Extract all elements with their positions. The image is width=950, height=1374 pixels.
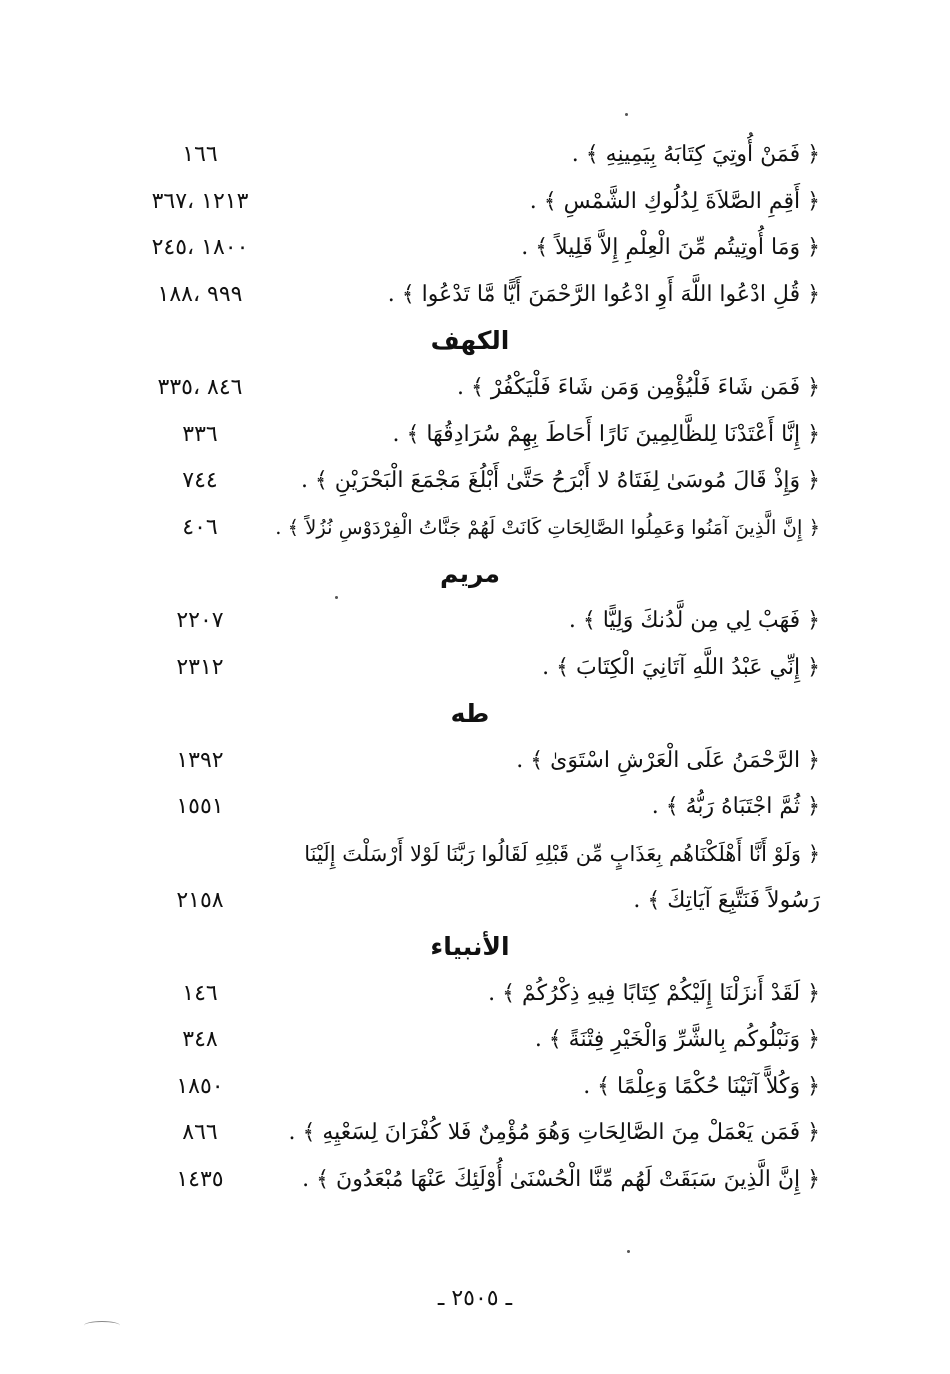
- page-reference: ٨٤٦ ،٣٣٥: [157, 374, 243, 400]
- page-reference: ١٨٥٠: [176, 1073, 224, 1099]
- index-entry: [120, 738, 820, 785]
- verse-text: ﴿ لَقَدْ أَنزَلْنَا إِلَيْكُمْ كِتَابًا فِيهِ ذِكْرُكُمْ ﴾ .: [488, 980, 820, 1006]
- verse-text: ﴿ وَإِذْ قَالَ مُوسَىٰ لِفَتَاهُ لا أَبْرَحُ حَتَّىٰ أَبْلُغَ مَجْمَعَ الْبَحْرَيْنِ ﴾ .: [300, 468, 820, 494]
- verse-text: ﴿ قُلِ ادْعُوا اللَّهَ أَوِ ادْعُوا الرَّحْمَنَ أَيًّا مَّا تَدْعُوا ﴾ .: [387, 281, 820, 307]
- verse-text: ﴿ إِنَّا أَعْتَدْنَا لِلظَّالِمِينَ نَارًا أَحَاطَ بِهِمْ سُرَادِقُهَا ﴾ .: [392, 421, 820, 447]
- index-entry: [120, 412, 820, 459]
- page-reference: ١٢١٣ ،٣٦٧: [151, 188, 249, 214]
- surah-heading: [120, 691, 820, 738]
- verse-text: ﴿ وَنَبْلُوكُم بِالشَّرِّ وَالْخَيْرِ فِتْنَةً ﴾ .: [534, 1027, 820, 1053]
- page-reference: ١٥٥١: [176, 794, 224, 820]
- page-reference: ١٤٦: [182, 980, 218, 1006]
- surah-heading: [120, 551, 820, 598]
- surah-heading-text: مريم: [439, 559, 501, 589]
- verse-text: ﴿ إِنَّ الَّذِينَ سَبَقَتْ لَهُم مِّنَّا الْحُسْنَىٰ أُوْلَئِكَ عَنْهَا مُبْعَدُونَ ﴾ .: [302, 1167, 820, 1193]
- speck-mark: [627, 1250, 630, 1253]
- verse-text: ﴿ فَهَبْ لِي مِن لَّدُنكَ وَلِيًّا ﴾ .: [568, 607, 820, 633]
- index-entry: [120, 272, 820, 319]
- verse-text: ﴿ ثُمَّ اجْتَبَاهُ رَبُّهُ ﴾ .: [651, 794, 820, 820]
- index-entry: [120, 179, 820, 226]
- page-reference: ٢١٥٨: [176, 887, 224, 913]
- surah-heading-text: الأنبياء: [430, 932, 510, 962]
- index-entry: [120, 132, 820, 179]
- verse-text: ﴿ إِنِّي عَبْدُ اللَّهِ آتَانِيَ الْكِتَابَ ﴾ .: [542, 654, 820, 680]
- surah-heading: [120, 924, 820, 971]
- index-entry: [120, 365, 820, 412]
- scratch-mark: [84, 1321, 120, 1330]
- page-reference: ٣٣٦: [182, 421, 218, 447]
- surah-heading-text: طه: [450, 699, 490, 729]
- index-entry: [120, 225, 820, 272]
- page-reference: ٩٩٩ ،١٨٨: [157, 281, 243, 307]
- index-entry: [120, 831, 820, 878]
- index-entry: [120, 1064, 820, 1111]
- verse-index-list: [120, 132, 820, 1204]
- verse-text: ﴿ وَلَوْ أَنَّا أَهْلَكْنَاهُم بِعَذَابٍ مِّن قَبْلِهِ لَقَالُوا رَبَّنَا لَوْلا أَرْسَلْتَ إِلَيْنَا: [304, 841, 820, 866]
- speck-mark: [625, 113, 628, 116]
- page-reference: ١٨٠٠ ،٢٤٥: [151, 235, 249, 261]
- index-entry: [120, 1157, 820, 1204]
- page-reference: ٣٤٨: [182, 1027, 218, 1053]
- page-reference: ١٦٦: [182, 142, 218, 167]
- index-entry: [120, 1110, 820, 1157]
- index-entry: [120, 878, 820, 925]
- page-reference: ٨٦٦: [182, 1120, 218, 1146]
- verse-text: ﴿ فَمَن يَعْمَلْ مِنَ الصَّالِحَاتِ وَهُوَ مُؤْمِنٌ فَلا كُفْرَانَ لِسَعْيِهِ ﴾ .: [288, 1120, 820, 1146]
- page-reference: ١٣٩٢: [176, 747, 224, 773]
- verse-text: ﴿ وَكُلاًّ آتَيْنَا حُكْمًا وَعِلْمًا ﴾ .: [583, 1073, 820, 1099]
- surah-heading-text: الكهف: [430, 326, 510, 356]
- index-entry: [120, 598, 820, 645]
- index-entry: [120, 1017, 820, 1064]
- verse-text: ﴿ أَقِمِ الصَّلاَةَ لِدُلُوكِ الشَّمْسِ ﴾ .: [529, 188, 820, 214]
- verse-text: ﴿ فَمَنْ أُوتِيَ كِتَابَهُ بِيَمِينِهِ ﴾ .: [571, 142, 820, 167]
- page-number: ـ ٢٥٠٥ ـ: [437, 1286, 513, 1311]
- index-entry: [120, 971, 820, 1018]
- index-entry: [120, 458, 820, 505]
- index-entry: [120, 645, 820, 692]
- page-reference: ٢٣١٢: [176, 654, 224, 680]
- verse-text: رَسُولاً فَنَتَّبِعَ آيَاتِكَ ﴾ .: [633, 887, 820, 913]
- index-entry: [120, 505, 820, 552]
- page-reference: ٤٠٦: [182, 514, 218, 540]
- page-reference: ١٤٣٥: [176, 1167, 224, 1193]
- verse-text: ﴿ وَمَا أُوتِيتُم مِّنَ الْعِلْمِ إِلاَّ قَلِيلاً ﴾ .: [521, 235, 820, 261]
- index-entry: [120, 784, 820, 831]
- page-reference: ٧٤٤: [182, 468, 218, 494]
- page-reference: ٢٢٠٧: [176, 607, 224, 633]
- surah-heading: [120, 318, 820, 365]
- verse-text: ﴿ الرَّحْمَنُ عَلَى الْعَرْشِ اسْتَوَىٰ ﴾ .: [516, 747, 820, 773]
- verse-text: ﴿ إِنَّ الَّذِينَ آمَنُوا وَعَمِلُوا الصَّالِحَاتِ كَانَتْ لَهُمْ جَنَّاتُ الْفِرْدَوْسِ نُزُلاً ﴾ .: [275, 515, 820, 539]
- verse-text: ﴿ فَمَن شَاءَ فَلْيُؤْمِن وَمَن شَاءَ فَلْيَكْفُرْ ﴾ .: [456, 374, 820, 400]
